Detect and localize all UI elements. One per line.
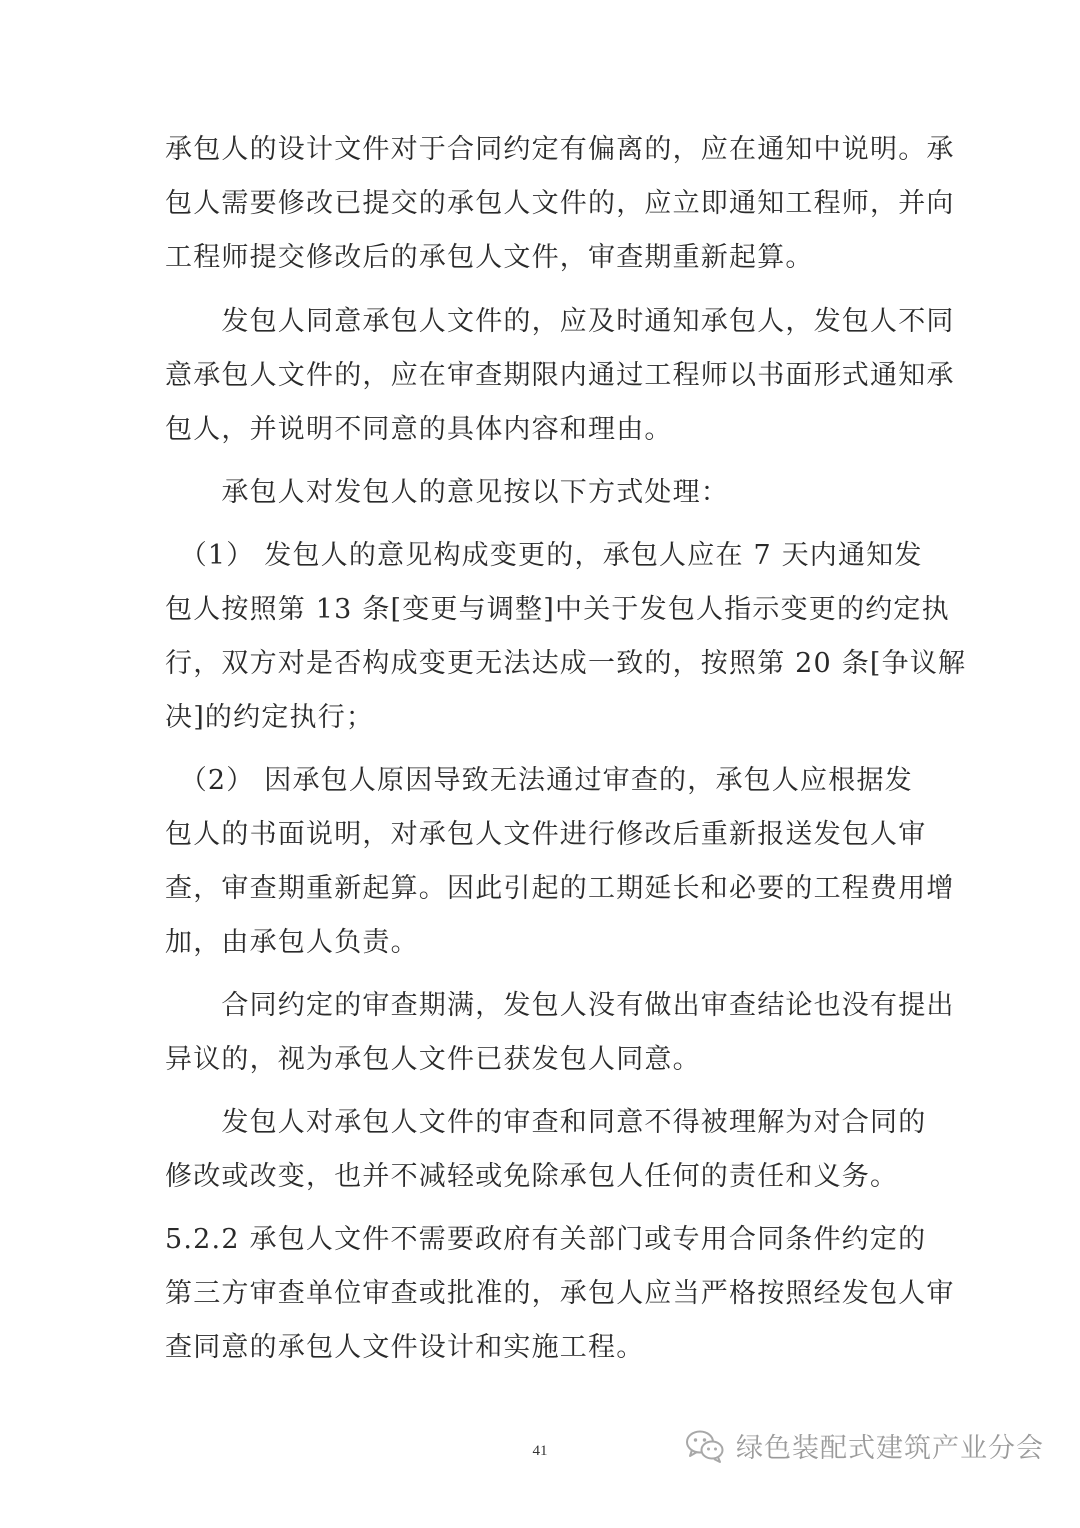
text-line: 5.2.2 承包人文件不需要政府有关部门或专用合同条件约定的 <box>165 1224 927 1255</box>
text-line: 包人需要修改已提交的承包人文件的，应立即通知工程师，并向 <box>165 188 955 219</box>
text-line: 承包人对发包人的意见按以下方式处理： <box>165 477 729 508</box>
text-line: 工程师提交修改后的承包人文件，审查期重新起算。 <box>165 242 814 273</box>
watermark <box>684 1426 1044 1465</box>
text-line: （2） 因承包人原因导致无法通过审查的，承包人应根据发 <box>165 765 913 796</box>
text-line: 异议的，视为承包人文件已获发包人同意。 <box>165 1044 701 1075</box>
watermark-text: 绿色装配式建筑产业分会 <box>736 1433 1044 1464</box>
text-line: 包人的书面说明，对承包人文件进行修改后重新报送发包人审 <box>165 819 927 850</box>
text-line: （1） 发包人的意见构成变更的，承包人应在 7 天内通知发 <box>165 540 923 571</box>
text-line: 决]的约定执行； <box>165 702 375 733</box>
text-line: 第三方审查单位审查或批准的，承包人应当严格按照经发包人审 <box>165 1278 955 1309</box>
text-line: 包人按照第 13 条[变更与调整]中关于发包人指示变更的约定执 <box>165 594 950 625</box>
text-line: 查同意的承包人文件设计和实施工程。 <box>165 1332 645 1363</box>
text-line: 查，审查期重新起算。因此引起的工期延长和必要的工程费用增 <box>165 873 955 904</box>
text-line: 加，由承包人负责。 <box>165 927 419 958</box>
text-line: 发包人对承包人文件的审查和同意不得被理解为对合同的 <box>165 1107 927 1138</box>
text-line: 修改或改变，也并不减轻或免除承包人任何的责任和义务。 <box>165 1161 899 1192</box>
text-line: 包人，并说明不同意的具体内容和理由。 <box>165 414 673 445</box>
page-number: 41 <box>532 1443 548 1459</box>
text-line: 行，双方对是否构成变更无法达成一致的，按照第 20 条[争议解 <box>165 648 967 679</box>
wechat-icon <box>684 1428 726 1464</box>
text-line: 承包人的设计文件对于合同约定有偏离的，应在通知中说明。承 <box>165 134 955 165</box>
text-line: 意承包人文件的，应在审查期限内通过工程师以书面形式通知承 <box>165 360 955 391</box>
text-line: 合同约定的审查期满，发包人没有做出审查结论也没有提出 <box>165 990 955 1021</box>
text-line: 发包人同意承包人文件的，应及时通知承包人，发包人不同 <box>165 306 955 337</box>
